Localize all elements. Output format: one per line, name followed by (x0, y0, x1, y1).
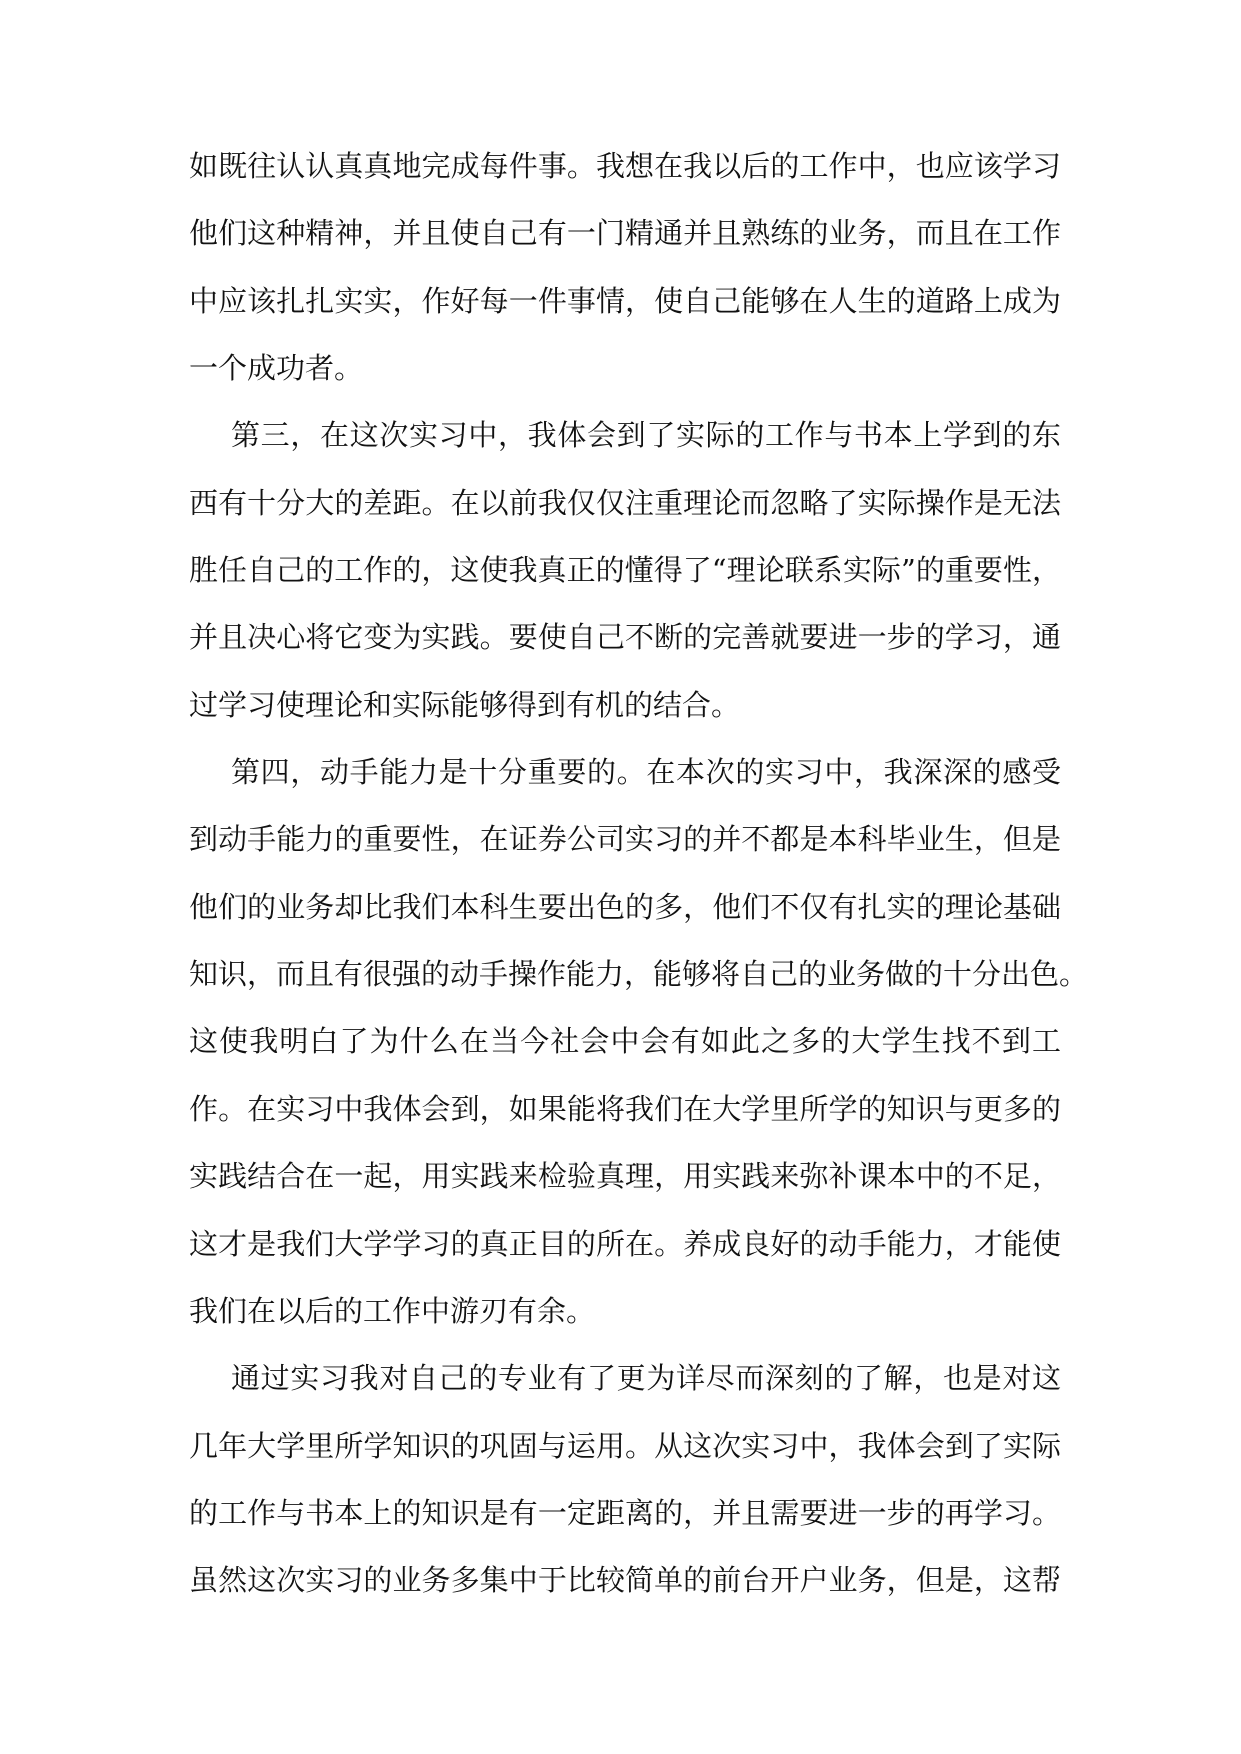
text-line: 几年大学里所学知识的巩固与运用。从这次实习中，我体会到了实际 (189, 1428, 1061, 1463)
text-line: 作。在实习中我体会到，如果能将我们在大学里所学的知识与更多的 (189, 1091, 1061, 1126)
text-line: 这才是我们大学学习的真正目的所在。养成良好的动手能力，才能使 (189, 1226, 1061, 1261)
body-text (189, 149, 1089, 1634)
text-line: 第三，在这次实习中，我体会到了实际的工作与书本上学到的东 (231, 418, 1061, 453)
text-line: 并且决心将它变为实践。要使自己不断的完善就要进一步的学习，通 (189, 620, 1061, 655)
text-line: 知识，而且有很强的动手操作能力，能够将自己的业务做的十分出色。 (189, 957, 1089, 992)
text-line: 这使我明白了为什么在当今社会中会有如此之多的大学生找不到工 (189, 1024, 1061, 1059)
text-line: 虽然这次实习的业务多集中于比较简单的前台开户业务，但是，这帮 (189, 1563, 1061, 1598)
text-line: 通过实习我对自己的专业有了更为详尽而深刻的了解，也是对这 (231, 1361, 1061, 1396)
text-line: 他们这种精神，并且使自己有一门精通并且熟练的业务，而且在工作 (189, 216, 1061, 251)
text-line: 实践结合在一起，用实践来检验真理，用实践来弥补课本中的不足， (189, 1159, 1061, 1194)
text-line: 他们的业务却比我们本科生要出色的多，他们不仅有扎实的理论基础 (189, 889, 1061, 924)
text-line: 胜任自己的工作的，这使我真正的懂得了“理论联系实际”的重要性， (189, 553, 1061, 588)
text-line: 一个成功者。 (189, 351, 364, 386)
text-line: 中应该扎扎实实，作好每一件事情，使自己能够在人生的道路上成为 (189, 283, 1061, 318)
text-line: 的工作与书本上的知识是有一定距离的，并且需要进一步的再学习。 (189, 1495, 1061, 1530)
text-line: 如既往认认真真地完成每件事。我想在我以后的工作中，也应该学习 (189, 149, 1061, 183)
text-line: 我们在以后的工作中游刃有余。 (189, 1293, 596, 1328)
text-line: 西有十分大的差距。在以前我仅仅注重理论而忽略了实际操作是无法 (189, 485, 1061, 520)
text-line: 过学习使理论和实际能够得到有机的结合。 (189, 687, 741, 722)
text-line: 到动手能力的重要性，在证券公司实习的并不都是本科毕业生，但是 (189, 822, 1061, 857)
text-line: 第四，动手能力是十分重要的。在本次的实习中，我深深的感受 (231, 755, 1061, 790)
